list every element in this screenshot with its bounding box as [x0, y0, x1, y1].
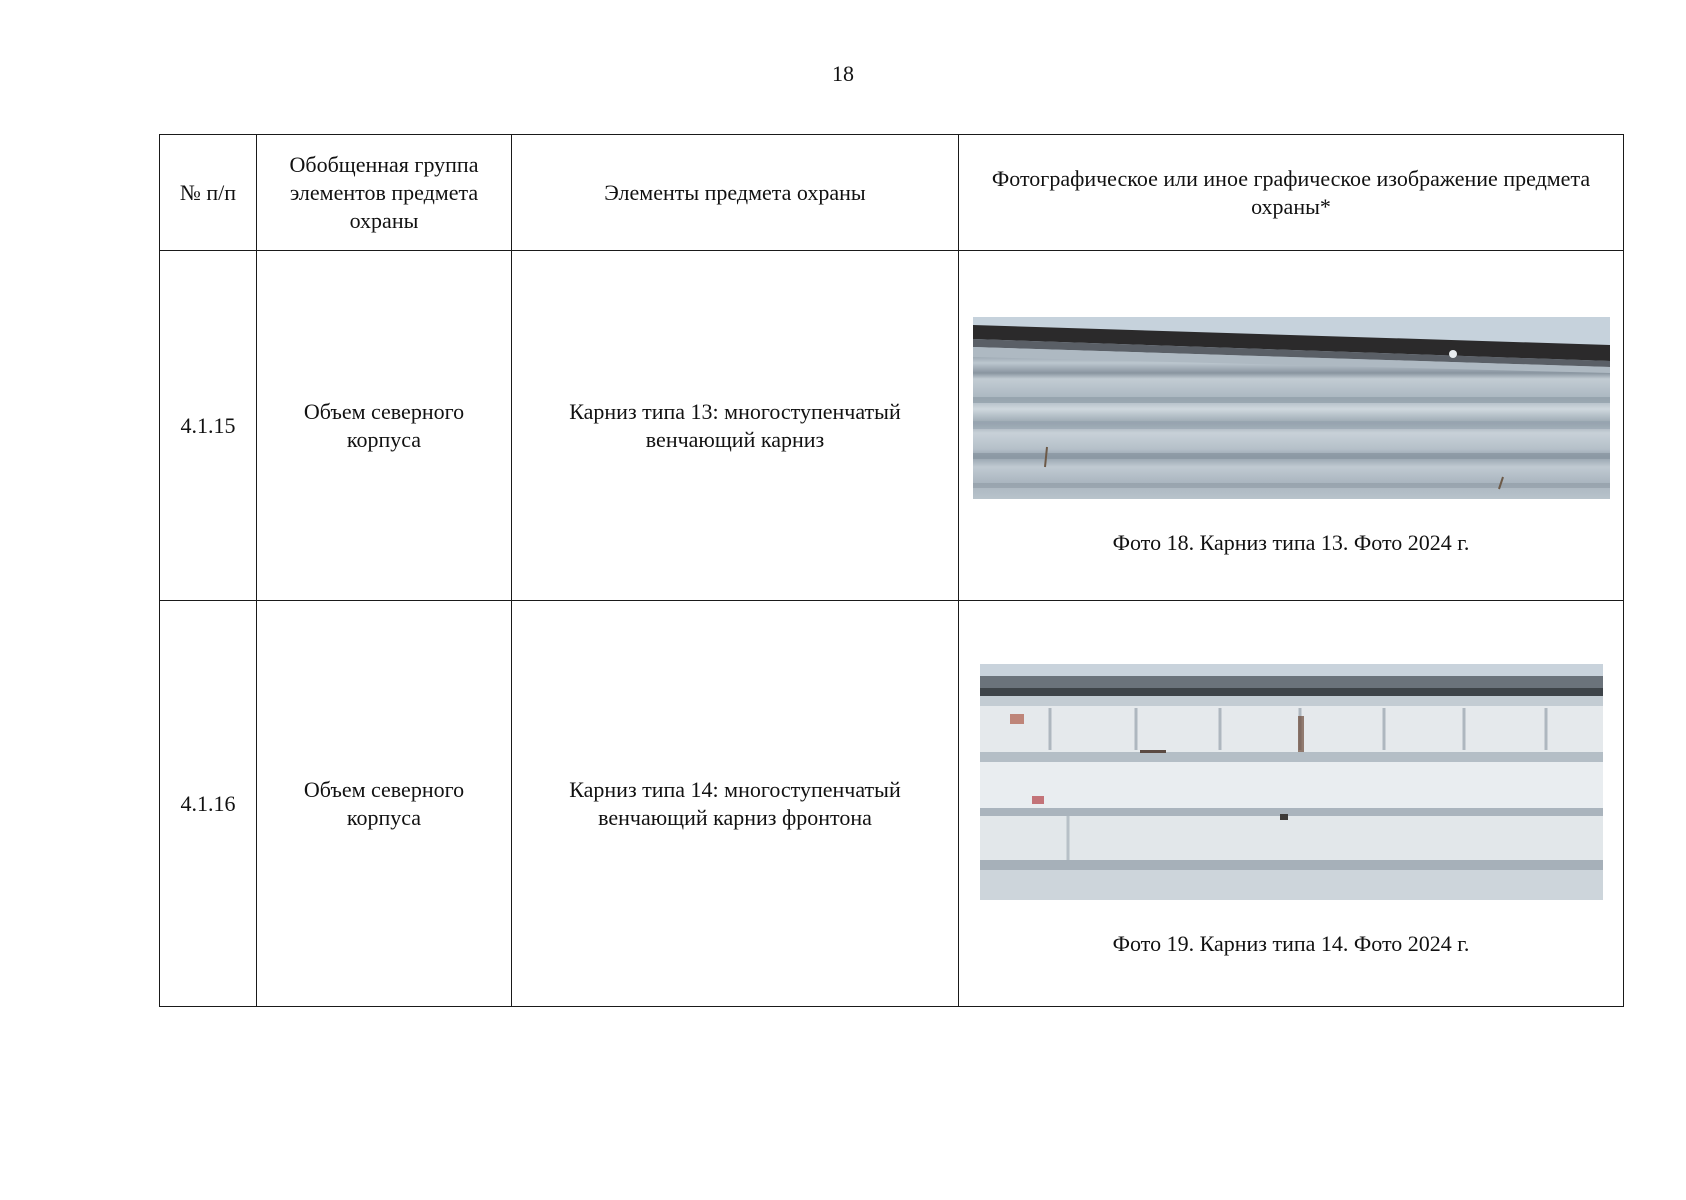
table-row [160, 601, 1624, 1007]
header-number: № п/п [160, 135, 257, 251]
photo-caption: Фото 18. Карниз типа 13. Фото 2024 г. [1112, 529, 1470, 555]
cornice-photo-image [980, 664, 1603, 900]
row-element: Карниз типа 13: многоступенчатый венчающий карниз [512, 251, 959, 601]
row-element: Карниз типа 14: многоступенчатый венчающий карниз фронтона [512, 601, 959, 1007]
photo-block [959, 295, 1623, 557]
photo-block [959, 650, 1623, 958]
header-group: Обобщенная группа элементов предмета охраны [257, 135, 512, 251]
table-row [160, 251, 1624, 601]
photo-caption: Фото 19. Карниз типа 14. Фото 2024 г. [1112, 930, 1470, 956]
protection-elements-table [159, 134, 1624, 1007]
cornice-photo [980, 664, 1603, 900]
row-group: Объем северного корпуса [257, 251, 512, 601]
row-photo-cell [959, 251, 1624, 601]
row-number: 4.1.16 [160, 601, 257, 1007]
cornice-photo-image [973, 317, 1610, 499]
header-elements: Элементы предмета охраны [512, 135, 959, 251]
row-number: 4.1.15 [160, 251, 257, 601]
table-header-row [160, 135, 1624, 251]
row-group: Объем северного корпуса [257, 601, 512, 1007]
cornice-photo [973, 317, 1610, 499]
header-image: Фотографическое или иное графическое изображение предмета охраны* [959, 135, 1624, 251]
row-photo-cell [959, 601, 1624, 1007]
page-number: 18 [832, 61, 854, 86]
